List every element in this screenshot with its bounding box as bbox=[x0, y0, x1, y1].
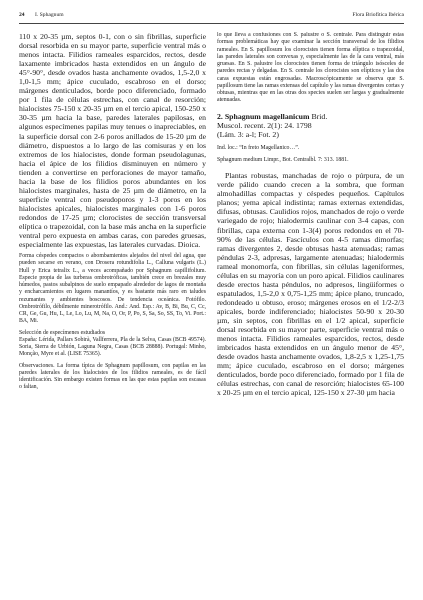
species-citation: Muscol. recent. 2(1): 24. 1798 bbox=[217, 120, 312, 130]
journal-title: Flora Briofítica Ibérica bbox=[352, 12, 404, 18]
ecology-paragraph: Forma céspedes compactos o abombamientos alejados del nivel del agua, que pueden secarse en verano, con Drosera rotundifolia L., Calluna vulgaris (L.) Hull y Erica tetralix L., a veces acompañado por Sphagnum capillifolium. Especie propia de las turberas ombrotróficas, también crece en brezales muy húmedos, pastos subalpinos de suelo empapado alrededor de lagos de montaña y encharcamientos en lugares manantíos, y es bastante más raro en taludes rezumantes y ambientes boscosos. De tendencia oceánica. Fotófilo. Ombrotrófilo, débilmente minerotrófilo. And.: And. Esp.: Av, B, Bi, Bu, C, Cc, CR, Ge, Gu, Hu, L, Le, Lo, Lu, M, Na, O, Or, P, Po, S, Sa, So, SS, To, Vi. Port.: BA, Mi. bbox=[19, 253, 206, 325]
species-number: 2. bbox=[217, 111, 223, 121]
right-column bbox=[217, 32, 404, 397]
species-author: Brid. bbox=[311, 111, 328, 121]
type-locality: Ind. loc.: “In freto Magellanico…”. bbox=[217, 144, 300, 151]
synonym: Sphagnum medium Limpr., Bot. Centralbl. 7: 313. 1881. bbox=[217, 156, 349, 163]
page-number: 24 bbox=[19, 12, 25, 18]
left-column bbox=[19, 32, 206, 392]
species-heading bbox=[217, 112, 404, 121]
header-rule bbox=[19, 23, 404, 24]
selection-specimens: España: Lérida, Pallars Sobirà, Vallferrera, Pla de la Selva, Casas (BCB 49574). Soria, Sierra de Urbión, Laguna Negra, Casas (BCB 28888). Portugal: Minho, Monção, Myre et al. (LISE 75365). bbox=[19, 336, 206, 358]
observations-paragraph: Observaciones. La forma típica de Sphagnum papillosum, con papilas en las paredes laterales de los hialocistes de los filidios rameales, es de fácil identificación. Sin embargo existen formas en las que estas papilas son escasas o faltan, bbox=[19, 362, 206, 391]
running-header bbox=[19, 10, 404, 20]
species-description: Plantas robustas, manchadas de rojo o púrpura, de un verde pálido cuando crecen a la sombra, que forman almohadillas compactas y céspedes pequeños. Capítulos planos; yema apical indistinta; ramas externas extendidas, difusas, obtusas. Caulidios rojos, manchados de rojo o verde variegado de rojo; hialodermis caulinar con 3-4 capas, con fibrillas, capa externa con 1-3(4) poros redondos en el 70-90% de las células. Fascículos con 4-5 ramas dimorfas; ramas divergentes 2, desde obtusas hasta atenuadas; ramas péndulas 2-3, adpresas, largamente atenuadas; hialodermis rameal monomorfa, con fibrillas, sin células lageniformes, células en su mayoría con un poro apical. Filidios caulinares desde erectos hasta péndulos, no adpresos, lingüiformes o espatulados, 1,5-2,0 x 0,75-1,25 mm; ápice plano, truncado, redondeado u obtuso, eroso; márgenes erosos en el 1/2-2/3 apicales, borde indiferenciado; hialocistes 50-90 x 20-30 µm, sin septos, con fibrillas en el 1/2 apical, superficie dorsal resorbida en su mayor parte, superficie ventral más o menos intacta. Filidios rameales esparcidos, rectos, desde imbricados hasta extendidos en un ángulo menor de 45°, desde ovados hasta anchamente ovados, 1,8-2,5 x 1,25-1,75 mm; ápice cuculado, escabroso en el dorso; márgenes denticulados, borde poco diferenciado, formado por 1 fila de células estrechas, con canal de resorción; hialocistes 65-100 x 20-25 µm en el tercio apical, 125-150 x 27-30 µm hacia bbox=[217, 171, 404, 398]
species-iconography: (Lám. 3: a-l; Fot. 2) bbox=[217, 130, 279, 140]
species-description: 110 x 20-35 µm, septos 0-1, con o sin fibrillas, superficie dorsal resorbida en su mayor parte, superficie ventral más o menos intacta. Filidios rameales esparcidos, rectos, desde laxamente imbricados hasta extendidos en un ángulo de 45°-90°, desde ovados hasta anchamente ovados, 1,5-2,0 x 1,0-1,5 mm; ápice cuculado, escabroso en el dorso; márgenes denticulados, borde poco diferenciado, formado por 1 fila de células estrechas, con canal de resorción; hialocistes 75-150 x 20-35 µm en el tercio apical, 150-250 x 30-35 µm hacia la base, paredes laterales papilosas, en algunos especímenes papilas muy tenues o inapreciables, en la superficie dorsal con 2-6 poros anillados de 15-20 µm de diámetro, dispuestos a lo largo de las comisuras y en los extremos de los hialocistes, donde forman pseudolagunas, hacia el ápice de los filidios disminuyen en número y tienden a convertirse en perforaciones de mayor tamaño, hacia la base de los filidios poros abundantes en los hialocistes marginales, hasta de 25 µm de diámetro, en la superficie ventral con pseudoporos y 1-3 poros en los hialocistes apicales, hialocistes marginales con 1-6 poros redondos de 17-25 µm; clorocistes de sección transversal elíptica o trapezoidal, con la base más ancha en la superficie ventral pero expuesta en ambas caras, con paredes gruesas, especialmente las expuestas, las laterales curvadas. Dioica. bbox=[19, 32, 206, 250]
observations-continuation: lo que lleva a confusiones con S. palustre o S. centrale. Para distinguir estas formas problemáticas hay que examinar la sección transversal de los filidios rameales. En S. papillosum los clorocistes tienen forma elíptica o trapezoidal, las paredes laterales son convexas y, especialmente las de la cara ventral, más gruesas. En S. palustre los clorocistes tienen forma de triángulo isósceles de paredes rectas y delgadas. En S. centrale los clorocistes son elípticos y las dos caras expuestas están engrosadas. Macroscópicamente se observa que S. papillosum tiene las ramas extensas del capítulo y las ramas divergentes cortas y obtusas, mientras que en las otras dos species suelen ser largas y gradualmente atenuadas. bbox=[217, 32, 404, 104]
species-name: Sphagnum magellanicum bbox=[224, 111, 310, 121]
selection-title: Selección de especímenes estudiados bbox=[19, 329, 106, 336]
genus-heading: I. Sphagnum bbox=[35, 12, 64, 18]
